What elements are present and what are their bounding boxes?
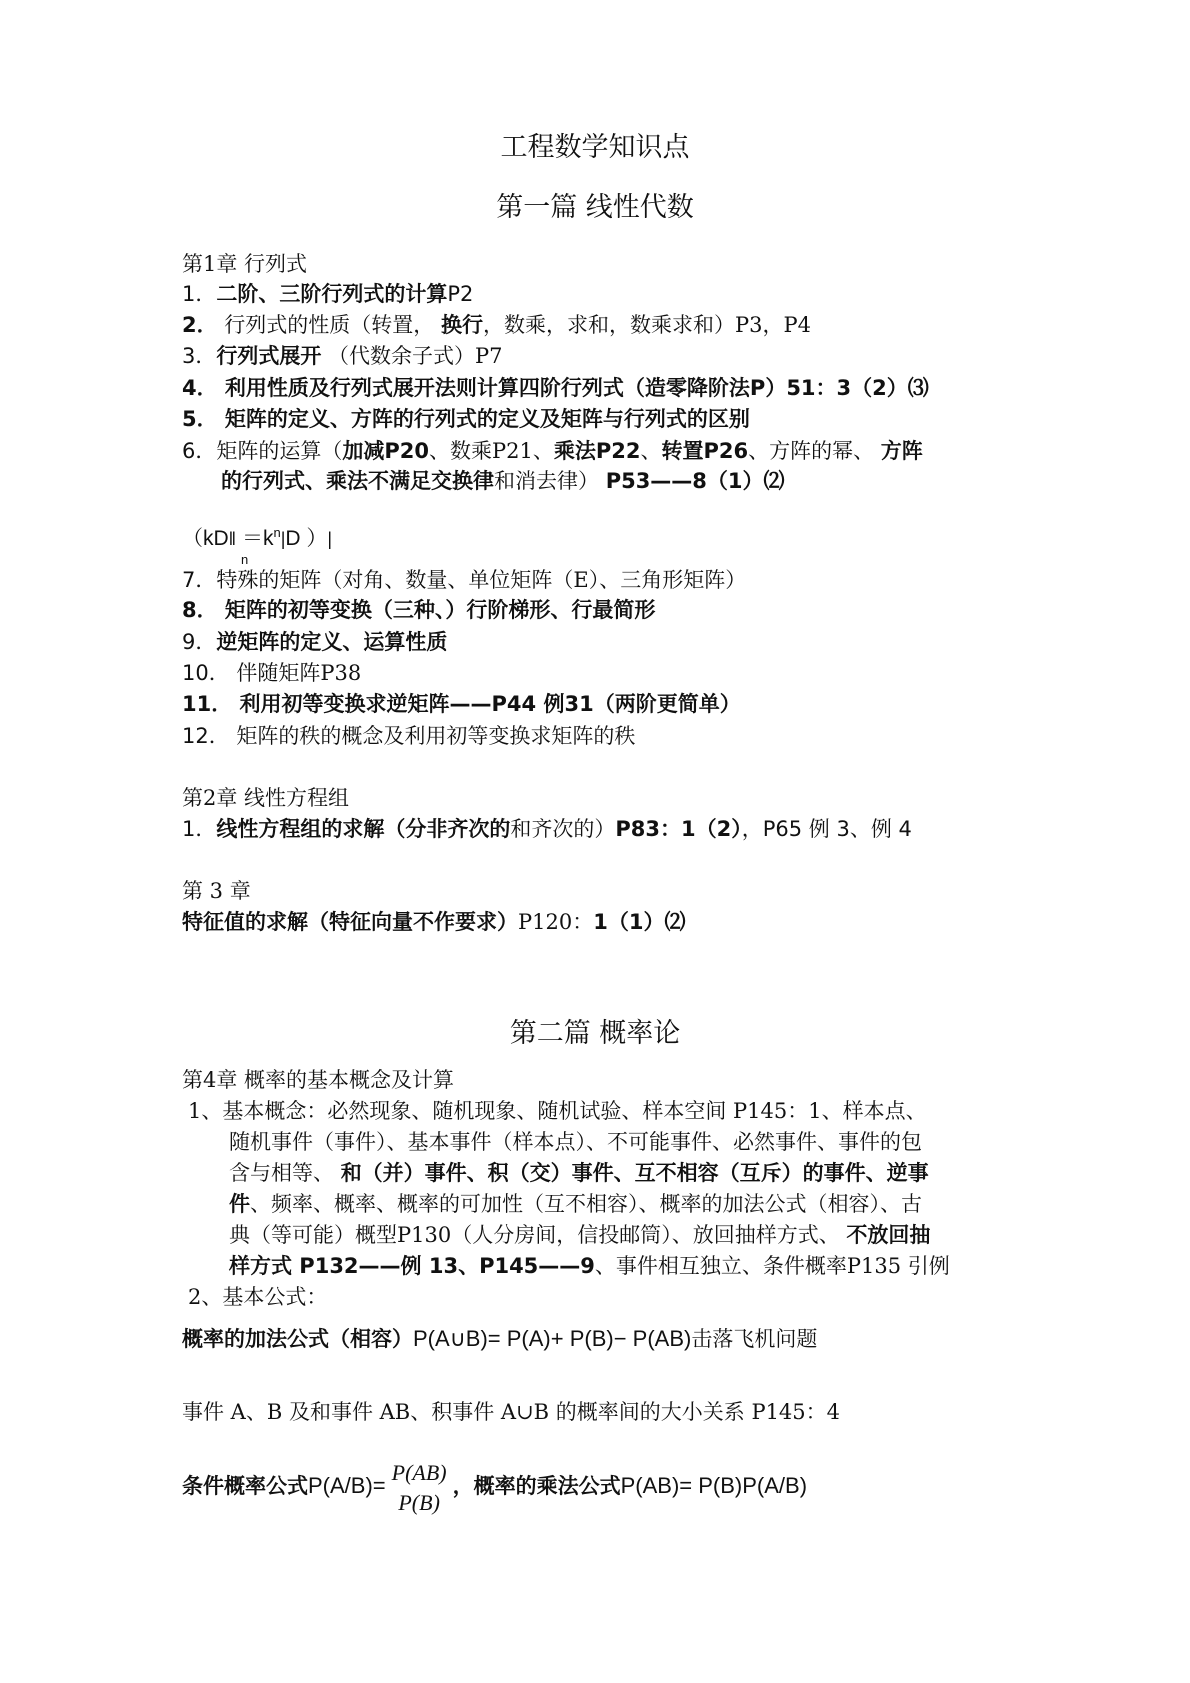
ch1-item-6-line2: 的行列式、乘法不满足交换律和消去律） P53——8（1）⑵ — [221, 469, 785, 493]
event-relation-line: 事件 A、B 及和事件 AB、积事件 A∪B 的概率间的大小关系 P145：4 — [182, 1400, 841, 1424]
ch1-item-6-line1: 6．矩阵的运算（加减P20、数乘P21、乘法P22、转置P26、方阵的幂、 方阵 — [182, 439, 923, 463]
ch4-concepts-line5: 典（等可能）概型P130（人分房间，信投邮筒）、放回抽样方式、 不放回抽 — [229, 1223, 931, 1247]
addition-formula-line: 概率的加法公式（相容）P(A∪B)= P(A)+ P(B)− P(AB)击落飞机问题 — [182, 1326, 818, 1351]
formula-subscript: n — [241, 552, 249, 567]
part1-title: 第一篇 线性代数 — [496, 192, 694, 223]
ch4-concepts-line6: 样方式 P132——例 13、P145——9、事件相互独立、条件概率P135 引例 — [229, 1254, 950, 1278]
conditional-fraction: P(AB) P(B) — [391, 1459, 447, 1515]
chapter2-heading: 第2章 线性方程组 — [182, 786, 350, 810]
ch4-concepts-line2: 随机事件（事件）、基本事件（样本点）、不可能事件、必然事件、事件的包 — [229, 1130, 922, 1154]
part2-title: 第二篇 概率论 — [509, 1018, 681, 1049]
conditional-probability-line: 条件概率公式P(A/B)= P(AB) P(B) ，概率的乘法公式P(AB)= P(B)P(A/B) — [182, 1455, 807, 1518]
ch2-item-1: 1．线性方程组的求解（分非齐次的和齐次的）P83：1（2），P65 例 3、例 4 — [182, 817, 912, 841]
ch1-item-7: 7．特殊的矩阵（对角、数量、单位矩阵（E）、三角形矩阵） — [182, 568, 747, 592]
document-title: 工程数学知识点 — [500, 132, 690, 163]
ch1-item-8: 8． 矩阵的初等变换（三种、）行阶梯形、行最简形 — [182, 598, 656, 622]
ch4-concepts-line4: 件、频率、概率、概率的可加性（互不相容）、概率的加法公式（相容）、古 — [229, 1192, 922, 1216]
scalar-determinant-formula: （kD‖ $=k^n|D$ ）| — [182, 525, 333, 550]
ch1-item-3: 3．行列式展开 （代数余子式）P7 — [182, 344, 503, 368]
ch4-concepts-line1: 1、基本概念：必然现象、随机现象、随机试验、样本空间 P145：1、样本点、 — [188, 1099, 927, 1123]
ch1-item-2: 2． 行列式的性质（转置， 换行，数乘，求和，数乘求和）P3，P4 — [182, 313, 811, 337]
chapter1-heading: 第1章 行列式 — [182, 252, 308, 276]
ch1-item-4: 4． 利用性质及行列式展开法则计算四阶行列式（造零降阶法P）51：3（2）⑶ — [182, 376, 929, 400]
ch3-item: 特征值的求解（特征向量不作要求）P120：1（1）⑵ — [182, 910, 686, 934]
ch1-item-10: 10． 伴随矩阵P38 — [182, 661, 362, 685]
ch1-item-5: 5． 矩阵的定义、方阵的行列式的定义及矩阵与行列式的区别 — [182, 407, 750, 431]
ch4-concepts-line3: 含与相等、 和（并）事件、积（交）事件、互不相容（互斥）的事件、逆事 — [229, 1161, 929, 1185]
ch1-item-11: 11． 利用初等变换求逆矩阵——P44 例31（两阶更简单） — [182, 692, 741, 716]
chapter4-heading: 第4章 概率的基本概念及计算 — [182, 1068, 455, 1092]
ch1-item-12: 12． 矩阵的秩的概念及利用初等变换求矩阵的秩 — [182, 724, 636, 748]
ch1-item-1: 1．二阶、三阶行列式的计算P2 — [182, 282, 474, 306]
ch4-formulas-heading: 2、基本公式： — [188, 1285, 328, 1309]
chapter3-heading: 第 3 章 — [182, 879, 251, 903]
ch1-item-9: 9．逆矩阵的定义、运算性质 — [182, 630, 448, 654]
